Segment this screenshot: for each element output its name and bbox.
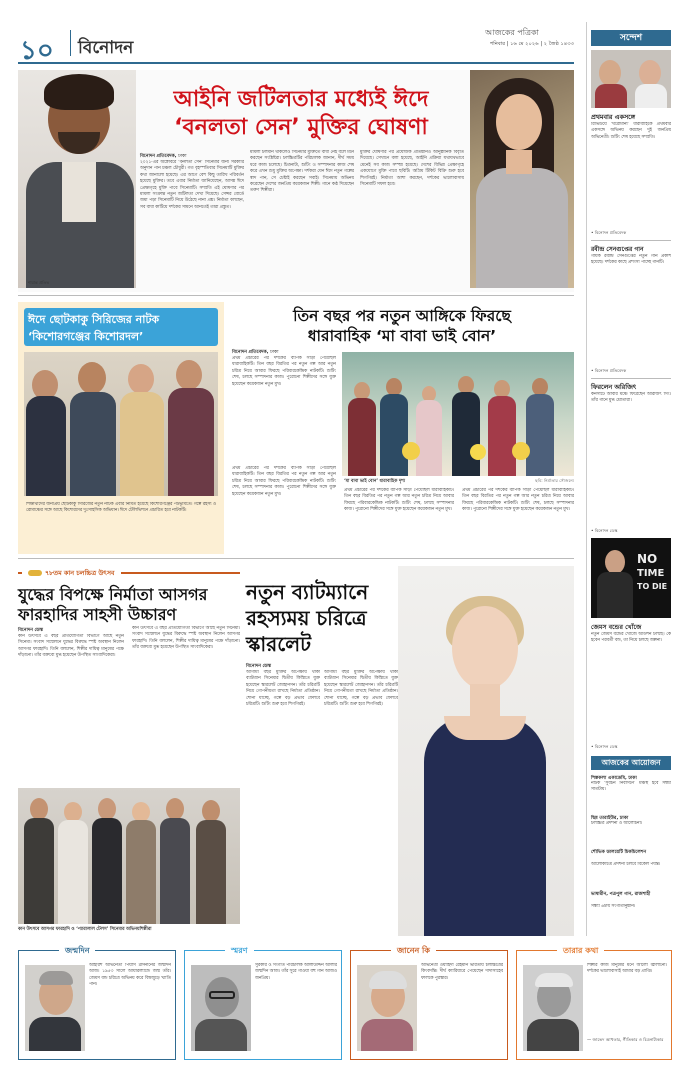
cannes-headline-line1: যুদ্ধের বিপক্ষে নির্মাতা আসগর [18, 585, 208, 604]
serial-text-col4: প্রথম প্রচারের পর দর্শকের ব্যাপক সাড়া পেয়েছিল ধারাবাহিকটি। তিন বছর বিরতির পর নতুন গল্প আর নতুন চরিত্র নিয়ে আবার ফিরছে পরিবারকেন্দ্রিক নাটকটি। শুটিং শেষ, চলছে সম্পাদনার কাজ। পুরোনো শিল্পীদের সঙ্গে যুক্ত হয়েছেন কয়েকজন নতুন মুখ। [462, 488, 574, 513]
batman-headline-line1: নতুন ব্যাটম্যানে [246, 580, 369, 604]
page-number: ১০ [20, 36, 54, 66]
sidebar-item4-text: নতুন জেমস বন্ডের খোঁজে অডিশন চলছে। কে হবেন পরবর্তী বন্ড, তা নিয়ে চলছে জল্পনা। [591, 632, 671, 644]
serial-byline: বিনোদন প্রতিবেদক, ঢাকা [232, 350, 279, 355]
quote-credit: — জাভেদ আখতার, গীতিকার ও চিত্রনাট্যকার [587, 1037, 664, 1042]
eid-play-text: শিক্ষার্থীদের জনপ্রিয় ছোটকাকু সিরিজের নতুন নাটক এবার নির্মিত হয়েছে কিশোরগঞ্জের পটভূমিতে। গল্পে রহস্য ও রোমাঞ্চের সঙ্গে আছে কিশোরদের দুঃসাহসিক অভিযান। ঈদে টেলিভিশনে প্রচারিত হবে নাটকটি। [26, 502, 216, 514]
poster-title-3: TO DIE [637, 582, 668, 591]
sidebar-item1-credit: • বিনোদন প্রতিবেদক [591, 230, 627, 235]
quote-box [516, 946, 672, 1060]
bottom-strip [18, 944, 672, 1062]
cannes-banner: ৭৮তম কান চলচ্চিত্র উৎসব [22, 566, 121, 581]
event-title: শৌভিক ডালয়েটি চিকচিলেশন [591, 850, 647, 855]
cannes-text-col1: কান উৎসবে এ বছর প্রতিযোগিতা বিভাগে আছে নতুন সিনেমা। সংবাদ সম্মেলনে যুদ্ধের বিরুদ্ধে স্পষ্ট অবস্থান নিলেন আসগর ফারহাদি। তিনি বললেন, শিল্পীর দায়িত্ব মানুষের পক্ষে দাঁড়ানো। তাঁর বক্তব্যে মুগ্ধ হয়েছেন উপস্থিত সাংবাদিকেরা। [18, 634, 124, 659]
paper-name: আজকের পত্রিকা [485, 28, 539, 37]
batman-photo [398, 566, 574, 936]
batman-headline-line2: রহস্যময় চরিত্রে [246, 606, 367, 630]
sidebar-poster [591, 538, 671, 618]
know-photo [357, 965, 417, 1051]
page-date: শনিবার | ১৬ মে ২০২৬ | ২ জৈষ্ঠ ১৪৩৩ [490, 41, 574, 47]
birthday-title: জন্মদিন [59, 944, 95, 959]
cannes-headline-line2: ফারহাদির সাহসী উচ্চারণ [18, 605, 177, 624]
event-text: নাটক ‘সুবচন নির্বাসনে’ মঞ্চস্থ হবে সন্ধ্যা সাতটায়। [591, 781, 671, 793]
event-title: ভাষারীন, পত্রপুল গান, রাজশাহী [591, 892, 651, 897]
cannes-photo [18, 788, 240, 924]
batman-text-col2: আগামী বছর মুক্তির অপেক্ষায় থাকা ব্যাটম্যান সিনেমার দ্বিতীয় কিস্তিতে যুক্ত হয়েছেন স্কারলেট জোহানসন। তাঁর চরিত্রটি নিয়ে গোপনীয়তা রাখছে নির্মাতা প্রতিষ্ঠান। শোনা যাচ্ছে, গল্পে বড় প্রভাব ফেলবে চরিত্রটি। শুটিং শুরু হবে শিগগিরই। [324, 670, 398, 708]
cannes-story [18, 566, 240, 936]
know-title: জানেন কি [391, 944, 436, 959]
events-list [591, 774, 671, 934]
sidebar-item2-text: গায়ক রবীন্দ্র সেনগুপ্তের নতুন গান প্রকাশ হয়েছে। দর্শকের কাছে প্রশংসা পাচ্ছে গানটি। [591, 254, 671, 266]
serial-credit: ছবি: নির্মাতার সৌজন্যে [535, 478, 574, 483]
lead-headline-line1: আইনি জটিলতার মধ্যেই ঈদে [173, 87, 429, 112]
batman-text-col1: আগামী বছর মুক্তির অপেক্ষায় থাকা ব্যাটম্যান সিনেমার দ্বিতীয় কিস্তিতে যুক্ত হয়েছেন স্কারলেট জোহানসন। তাঁর চরিত্রটি নিয়ে গোপনীয়তা রাখছে নির্মাতা প্রতিষ্ঠান। শোনা যাচ্ছে, গল্পে বড় প্রভাব ফেলবে চরিত্রটি। শুটিং শুরু হবে শিগগিরই। [246, 670, 320, 708]
poster-title-2: TIME [637, 568, 665, 579]
quote-title: তারার কথা [557, 944, 604, 959]
serial-text-col3: প্রথম প্রচারের পর দর্শকের ব্যাপক সাড়া পেয়েছিল ধারাবাহিকটি। তিন বছর বিরতির পর নতুন গল্প আর নতুন চরিত্র নিয়ে আবার ফিরছে পরিবারকেন্দ্রিক নাটকটি। শুটিং শেষ, চলছে সম্পাদনার কাজ। পুরোনো শিল্পীদের সঙ্গে যুক্ত হয়েছেন কয়েকজন নতুন মুখ। [344, 488, 454, 513]
batman-byline: বিনোদন ডেস্ক [246, 664, 272, 669]
eid-play-photo [24, 352, 218, 496]
know-text: অভিনেত্রী ওয়াহিদা রেহমান ভারতীয় চলচ্চিত্রের কিংবদন্তি। দীর্ঘ ক্যারিয়ারে পেয়েছেন দাদাসাহেব ফালকে পুরস্কার। [421, 963, 503, 981]
tribute-title: স্মরণ [225, 944, 254, 959]
cannes-caption: কান উৎসবে আসগর ফারহাদি ও ‘প্যারালাল টেলস’ সিনেমার অভিনয়শিল্পীরা [18, 927, 152, 932]
know-box [350, 946, 508, 1060]
sidebar-photo-1 [591, 50, 671, 108]
tribute-photo [191, 965, 251, 1051]
section-title: বিনোদন [78, 38, 134, 58]
lead-col3: মুক্তির ঘোষণার পর প্রযোজক প্রতিষ্ঠানও আনুষ্ঠানিক বিবৃতি দিয়েছে। সেখানে বলা হয়েছে, আইনি প্রক্রিয়া যথাযথভাবে মেনেই সব কাজ সম্পন্ন হয়েছে। দেশের বিভিন্ন প্রেক্ষাগৃহে একযোগে মুক্তি পাবে ছবিটি। অগ্রিম টিকিট বিক্রি শুরু হবে শিগগিরই। নির্মাতা আশা করছেন, দর্শকের ভালোবাসায় সিনেমাটি সফল হবে। [360, 150, 464, 188]
quote-photo [523, 965, 583, 1051]
sidebar-item4-credit: • বিনোদন ডেস্ক [591, 744, 618, 749]
serial-text-col2: প্রথম প্রচারের পর দর্শকের ব্যাপক সাড়া পেয়েছিল ধারাবাহিকটি। তিন বছর বিরতির পর নতুন গল্প আর নতুন চরিত্র নিয়ে আবার ফিরছে পরিবারকেন্দ্রিক নাটকটি। শুটিং শেষ, চলছে সম্পাদনার কাজ। পুরোনো শিল্পীদের সঙ্গে যুক্ত হয়েছেন কয়েকজন নতুন মুখ। [232, 466, 336, 497]
sidebar-item4-title: জেমস বন্ডের খোঁজে [591, 624, 642, 631]
serial-headline-line1: তিন বছর পর নতুন আঙ্গিকে ফিরছে [293, 307, 511, 325]
serial-text-col1: প্রথম প্রচারের পর দর্শকের ব্যাপক সাড়া পেয়েছিল ধারাবাহিকটি। তিন বছর বিরতির পর নতুন গল্প আর নতুন চরিত্র নিয়ে আবার ফিরছে পরিবারকেন্দ্রিক নাটকটি। শুটিং শেষ, চলছে সম্পাদনার কাজ। পুরোনো শিল্পীদের সঙ্গে যুক্ত হয়েছেন কয়েকজন নতুন মুখ। [232, 356, 336, 387]
serial-photo [342, 352, 574, 476]
event-text: আলোকচিত্র প্রদর্শনী চলবে বিকেল পর্যন্ত। [591, 862, 661, 867]
lead-headline-line2: ‘বনলতা সেন’ মুক্তির ঘোষণা [174, 115, 428, 140]
page-header [18, 22, 574, 64]
cannes-text-col2: কান উৎসবে এ বছর প্রতিযোগিতা বিভাগে আছে নতুন সিনেমা। সংবাদ সম্মেলনে যুদ্ধের বিরুদ্ধে স্পষ্ট অবস্থান নিলেন আসগর ফারহাদি। তিনি বললেন, শিল্পীর দায়িত্ব মানুষের পক্ষে দাঁড়ানো। তাঁর বক্তব্যে মুগ্ধ হয়েছেন উপস্থিত সাংবাদিকেরা। [132, 626, 240, 651]
event-title: শিল্পকলা একাডেমি, ঢাকা [591, 776, 637, 781]
lead-photo-right [470, 70, 574, 288]
sidebar-title: সন্দেশ [591, 30, 671, 46]
photo-credit-left: শায়ান্ত প্রতিভ [28, 280, 50, 285]
tribute-text: সুরকার ও সংগীত পরিচালক আলাউদ্দিন আলীর জন্মদিন আজ। তাঁর সুরে গাওয়া বহু গান আজও জনপ্রিয়। [255, 963, 337, 981]
palm-icon [28, 570, 42, 576]
lead-story [18, 70, 574, 292]
sidebar-item1-title: প্রথমবার একসঙ্গে [591, 113, 635, 121]
lead-photo-left [18, 70, 136, 288]
cannes-byline: বিনোদন ডেস্ক [18, 628, 44, 633]
sidebar-item3-text: কনসার্টে আবার মঞ্চে ফিরেছেন অরিজিৎ সিং। তাঁর গানে মুগ্ধ শ্রোতারা। [591, 392, 671, 404]
tribute-box [184, 946, 342, 1060]
sidebar-item2-title: রবীন্দ্র সেনগুপ্তের গান [591, 246, 644, 253]
serial-caption: ‘মা বাবা ভাই বোন’ ধারাবাহিক দৃশ্য [344, 479, 406, 484]
event-text: চলচ্চিত্র প্রদর্শনী ও আলোচনা। [591, 821, 643, 826]
events-title: আজকের আয়োজন [591, 756, 671, 770]
lead-col2: মামলা চলমান থাকলেও সিনেমার মুক্তিতে বাধা নেই বলে মনে করছেন সংশ্লিষ্টরা। চলচ্চিত্রটির পরিচালক জানান, দীর্ঘ সময় ধরে কাজ চলেছে। চিত্রনাট্য, শুটিং ও সম্পাদনার কাজ শেষ করে এখন শুধু মুক্তির অপেক্ষা। দর্শকরা যেন ঈদে নতুন গল্পের স্বাদ পান, সে চেষ্টাই করছেন সবাই। সিনেমায় অভিনয় করেছেন দেশের জনপ্রিয় কয়েকজন শিল্পী। গানে কণ্ঠ দিয়েছেন তরুণ শিল্পীরা। [250, 150, 354, 194]
lead-col1: ২০২১-এর অক্টোবরে ‘বনলতা সেন’ সিনেমার জন্য সরকারি অনুদান পান চঞ্চল চৌধুরী। গত বৃহস্পতিবার সিনেমাটি মুক্তির কথা জানালো হয়েছে। এর আগে বেশ কিছু তারিখ পরিবর্তন হয়েছে মুক্তির। তবে এবার নির্মাতা জানিয়েছেন, আসন্ন ঈদে প্রেক্ষাগৃহে মুক্তি পাবে সিনেমাটি। সম্প্রতি এই ঘোষণার পর মামলা সংক্রান্ত নতুন জটিলতা দেখা দিয়েছে। সেন্সর বোর্ডে জমা পড়া সিনেমাটি নিয়ে উঠেছে নানা প্রশ্ন। নির্মাতা বলছেন, সব বাধা কাটিয়ে দর্শকের সামনে আনতেই তারা প্রস্তুত। [140, 160, 244, 210]
eid-play-title: ‘কিশোরগঞ্জের কিশোরদল’ [28, 330, 144, 343]
event-text: সন্ধ্যা ৬টায় সংগীতানুষ্ঠান। [591, 904, 636, 909]
serial-story [230, 302, 574, 554]
lead-byline: বিনোদন প্রতিবেদক, ঢাকা [140, 154, 187, 159]
eid-play-story [18, 302, 224, 554]
birthday-box [18, 946, 176, 1060]
eid-play-kicker: ঈদে ছোটকাকু সিরিজের নাটক [28, 313, 160, 326]
sidebar-item3-credit: • বিনোদন ডেস্ক [591, 528, 618, 533]
sidebar-item3-title: ফিরলেন অরিজিৎ [591, 383, 637, 391]
batman-headline-line3: স্কারলেট [246, 632, 312, 656]
event-title: ছিন্ন তারাইউর, ঢাকা [591, 816, 629, 821]
poster-title-1: NO [637, 552, 658, 566]
sidebar [586, 22, 672, 936]
quote-text: শিল্পীর কাজ মানুষের মনে আলো জ্বালানো। দর্শকের ভালোবাসাই আমার বড় প্রাপ্তি। [587, 963, 667, 975]
sidebar-item1-text: রিভিউয়ে ‘ঘরোমানা’ ধারাবাহিকে প্রথমবার একসঙ্গে অভিনয় করছেন দুই জনপ্রিয় অভিনেত্রী। শুটিং শেষ হয়েছে সম্প্রতি। [591, 122, 671, 140]
birthday-photo [25, 965, 85, 1051]
sidebar-item2-credit: • বিনোদন প্রতিবেদক [591, 368, 627, 373]
batman-story [246, 566, 574, 936]
serial-headline-line2: ধারাবাহিক ‘মা বাবা ভাই বোন’ [307, 327, 497, 345]
birthday-text: আইরিশ অভিনেতা পিয়ার্স ব্রসনানের জন্মদিন আজ। ১৯৫৩ সালে আয়ারল্যান্ডে জন্ম তাঁর। জেমস বন্ড চরিত্রে অভিনয় করে বিশ্বজুড়ে খ্যাতি পান। [89, 963, 171, 988]
